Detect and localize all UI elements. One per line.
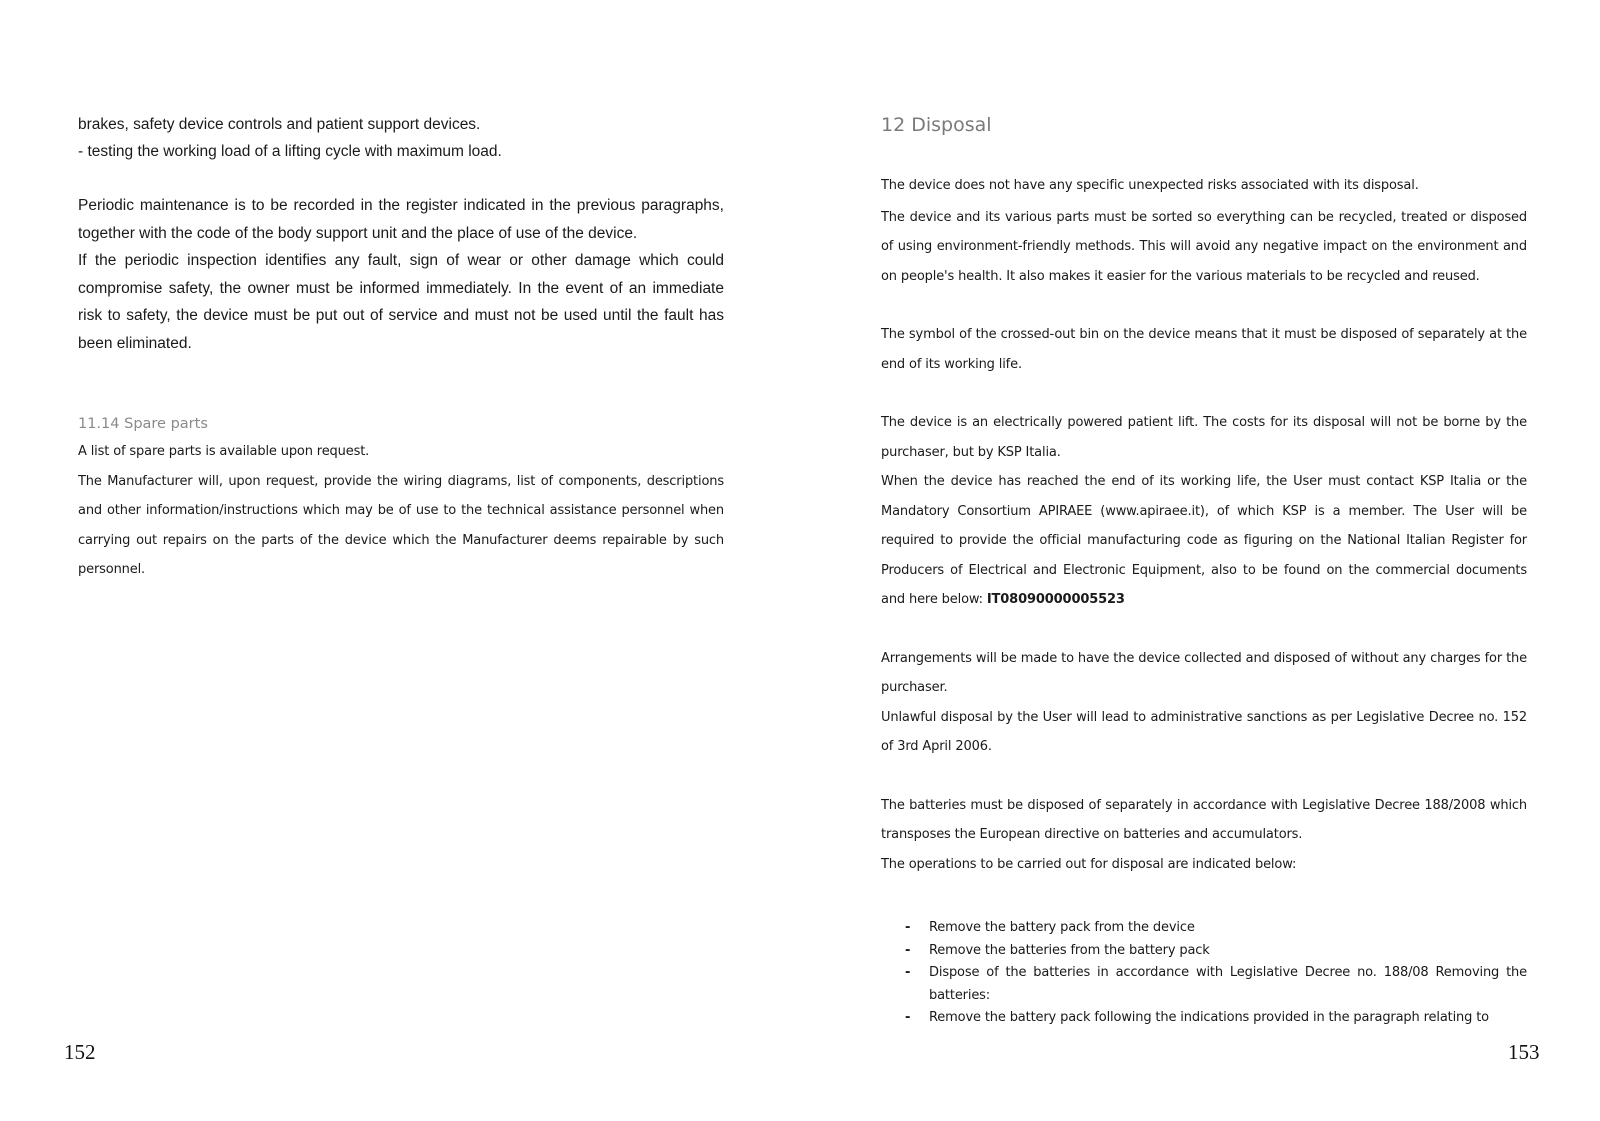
list-item	[881, 917, 1527, 940]
spare-parts-section	[78, 416, 724, 432]
maintenance-continuation	[78, 111, 724, 165]
spare-parts-heading: 11.14 Spare parts	[78, 416, 208, 432]
spare-parts-availability: A list of spare parts is available upon request.	[78, 444, 370, 459]
maintenance-inspection-paragraph: If the periodic inspection identifies any fault, sign of wear or other damage which could compromise safety, the owner must be informed immediately. In the event of an immediate risk to safety, the device must be put out of service and must not be used until the fault has been eliminated.	[78, 252, 724, 352]
disposal-operations-list	[881, 917, 1527, 1030]
maintenance-line-1: brakes, safety device controls and patient support devices.	[78, 116, 481, 133]
list-item	[881, 962, 1527, 1007]
list-item	[881, 940, 1527, 963]
page-number-left: 152	[64, 1040, 96, 1064]
dash-bullet: -	[905, 942, 911, 958]
list-item-text: Remove the battery pack following the indications provided in the paragraph relating to	[929, 1010, 1489, 1025]
disposal-contact-text: When the device has reached the end of its working life, the User must contact KSP Italia or the Mandatory Consortium APIRAEE (www.apiraee.it), of which KSP is a member. The User will be required to provide the official manufacturing code as figuring on the National Italian Register for Producers of Electrical and Electronic Equipment, also to be found on the commercial documents and here below:	[881, 474, 1527, 607]
dash-bullet: -	[905, 1010, 911, 1025]
registry-code: IT08090000005523	[986, 592, 1125, 607]
list-item-text: Remove the battery pack from the device	[929, 920, 1195, 935]
right-page	[800, 0, 1600, 1121]
spare-parts-manufacturer-info: The Manufacturer will, upon request, provide the wiring diagrams, list of components, descriptions and other information/instructions which may be of use to the technical assistance personnel when carrying out repairs on the parts of the device which the Manufacturer deems repairable by such personnel.	[78, 473, 724, 577]
maintenance-line-2: - testing the working load of a lifting cycle with maximum load.	[78, 143, 502, 160]
dash-bullet: -	[905, 920, 911, 935]
disposal-costs-paragraph: The device is an electrically powered patient lift. The costs for its disposal will not be borne by the purchaser, but by KSP Italia.	[881, 415, 1527, 460]
disposal-section-header	[881, 114, 1527, 136]
disposal-heading: 12 Disposal	[881, 114, 992, 136]
maintenance-register-paragraph: Periodic maintenance is to be recorded in the register indicated in the previous paragraphs, together with the code of the body support unit and the place of use of the device.	[78, 197, 724, 242]
disposal-bin-symbol-paragraph: The symbol of the crossed-out bin on the device means that it must be disposed of separately at the end of its working life.	[881, 327, 1527, 372]
page-number-right: 153	[1508, 1040, 1540, 1064]
disposal-sorting-paragraph: The device and its various parts must be sorted so everything can be recycled, treated or disposed of using environment-friendly methods. This will avoid any negative impact on the environment and on people's health. It also makes it easier for the various materials to be recycled and reused.	[881, 209, 1527, 284]
batteries-paragraph: The batteries must be disposed of separately in accordance with Legislative Decree 188/2008 which transposes the European directive on batteries and accumulators.	[881, 797, 1527, 842]
operations-list	[881, 917, 1527, 1030]
disposal-contact-paragraph	[881, 467, 1527, 615]
list-item-text: Dispose of the batteries in accordance with Legislative Decree no. 188/08 Removing the batteries:	[929, 965, 1527, 1003]
list-item-text: Remove the batteries from the battery pack	[929, 942, 1210, 958]
disposal-collection-paragraph: Arrangements will be made to have the device collected and disposed of without any charges for the purchaser.	[881, 650, 1527, 695]
maintenance-paragraphs	[78, 192, 724, 358]
disposal-body	[881, 171, 1527, 879]
dash-bullet: -	[905, 965, 911, 980]
list-item	[881, 1007, 1527, 1030]
disposal-risk-paragraph: The device does not have any specific unexpected risks associated with its disposal.	[881, 178, 1419, 193]
spare-parts-body	[78, 437, 724, 585]
operations-intro-paragraph: The operations to be carried out for disposal are indicated below:	[881, 856, 1297, 872]
disposal-sanctions-paragraph: Unlawful disposal by the User will lead to administrative sanctions as per Legislative Decree no. 152 of 3rd April 2006.	[881, 709, 1527, 754]
